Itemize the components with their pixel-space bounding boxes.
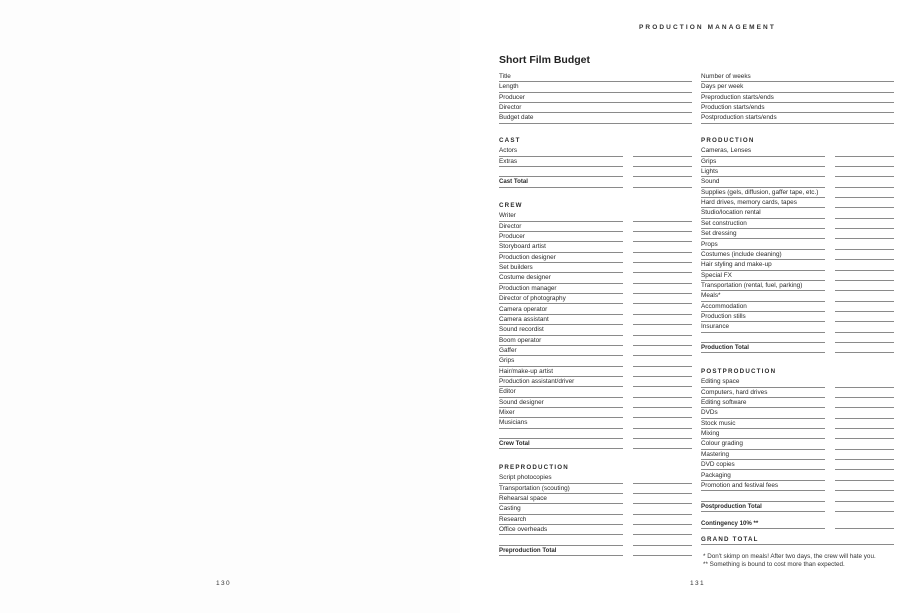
crew-item-label: Producer	[499, 233, 525, 241]
crew-item[interactable]	[499, 346, 692, 356]
crew-item-label: Camera operator	[499, 305, 548, 313]
production-item[interactable]	[701, 229, 894, 239]
info-field[interactable]	[499, 113, 692, 123]
page-title: Short Film Budget	[499, 54, 590, 66]
postproduction-item[interactable]	[701, 481, 894, 491]
postproduction-item-label: DVD copies	[701, 461, 735, 469]
production-item-label: Studio/location rental	[701, 209, 761, 217]
crew-item[interactable]	[499, 387, 692, 397]
cast-item-label: Extras	[499, 157, 518, 165]
postproduction-item-label: Editing software	[701, 399, 747, 407]
postproduction-item[interactable]	[701, 398, 894, 408]
crew-item[interactable]	[499, 305, 692, 315]
footnote-meals: * Don't skimp on meals! After two days, the crew will hate you.	[703, 553, 876, 560]
info-field[interactable]	[701, 72, 894, 82]
preproduction-total-amount-rule	[633, 555, 692, 556]
info-field[interactable]	[499, 103, 692, 113]
production-item-label: Costumes (include cleaning)	[701, 250, 782, 258]
crew-item[interactable]	[499, 408, 692, 418]
production-heading-label: PRODUCTION	[701, 137, 755, 144]
postproduction-item[interactable]	[701, 460, 894, 470]
crew-item[interactable]	[499, 211, 692, 221]
production-item-label: Special FX	[701, 271, 732, 279]
production-item-label: Hair styling and make-up	[701, 261, 772, 269]
preproduction-item[interactable]	[499, 515, 692, 525]
info-field-label: Production starts/ends	[701, 104, 765, 112]
cast-item[interactable]	[499, 146, 692, 156]
crew-heading	[499, 201, 692, 211]
production-item[interactable]	[701, 260, 894, 270]
cast-total-amount-rule	[633, 187, 692, 188]
crew-item-label: Set builders	[499, 264, 533, 272]
contingency-row-label-rule	[701, 528, 825, 529]
info-field-label: Director	[499, 104, 522, 112]
info-field[interactable]	[701, 93, 894, 103]
production-item[interactable]	[701, 188, 894, 198]
production-item[interactable]	[701, 291, 894, 301]
postproduction-item[interactable]	[701, 408, 894, 418]
postproduction-total-amount-rule	[835, 511, 894, 512]
info-field-rule	[499, 123, 692, 124]
cast-item[interactable]	[499, 157, 692, 167]
cast-total-label-rule	[499, 187, 623, 188]
preproduction-item-label: Rehearsal space	[499, 495, 547, 503]
crew-item-label: Production designer	[499, 253, 556, 261]
info-field[interactable]	[701, 82, 894, 92]
preproduction-total-label: Preproduction Total	[499, 546, 557, 554]
production-item[interactable]	[701, 208, 894, 218]
crew-blank[interactable]	[499, 429, 692, 439]
crew-item-label: Director	[499, 222, 522, 230]
crew-total[interactable]	[499, 439, 692, 449]
preproduction-blank[interactable]	[499, 535, 692, 545]
crew-item[interactable]	[499, 315, 692, 325]
postproduction-item-label: Computers, hard drives	[701, 388, 768, 396]
preproduction-item[interactable]	[499, 525, 692, 535]
crew-item-label: Camera assistant	[499, 315, 549, 323]
crew-item[interactable]	[499, 325, 692, 335]
postproduction-item[interactable]	[701, 419, 894, 429]
grand-total-row-label: GRAND TOTAL	[701, 536, 759, 543]
footnote-contingency: ** Something is bound to cost more than expected.	[703, 561, 845, 569]
contingency-row[interactable]	[701, 519, 894, 529]
preproduction-item[interactable]	[499, 504, 692, 514]
postproduction-item[interactable]	[701, 388, 894, 398]
production-item-label: Grips	[701, 157, 717, 165]
contingency-row-amount-rule	[835, 528, 894, 529]
running-head: PRODUCTION MANAGEMENT	[639, 24, 776, 31]
crew-item[interactable]	[499, 356, 692, 366]
postproduction-item[interactable]	[701, 471, 894, 481]
production-item[interactable]	[701, 146, 894, 156]
info-field-label: Postproduction starts/ends	[701, 114, 777, 122]
production-item-label: Lights	[701, 168, 719, 176]
crew-item-label: Costume designer	[499, 274, 551, 282]
crew-item[interactable]	[499, 418, 692, 428]
production-heading	[701, 136, 894, 146]
crew-item-label: Grips	[499, 357, 515, 365]
postproduction-item-label: Mastering	[701, 450, 730, 458]
production-item[interactable]	[701, 240, 894, 250]
crew-item[interactable]	[499, 242, 692, 252]
info-field-label: Title	[499, 73, 511, 80]
production-item[interactable]	[701, 177, 894, 187]
production-item[interactable]	[701, 312, 894, 322]
crew-item[interactable]	[499, 367, 692, 377]
production-item[interactable]	[701, 167, 894, 177]
production-blank[interactable]	[701, 333, 894, 343]
cast-item-label: Actors	[499, 147, 518, 155]
contingency-row-label: Contingency 10% **	[701, 519, 759, 527]
postproduction-item-label: Packaging	[701, 471, 731, 479]
footnotes	[703, 553, 876, 570]
info-field-label: Budget date	[499, 114, 534, 122]
production-item[interactable]	[701, 157, 894, 167]
postproduction-item-label: DVDs	[701, 409, 718, 417]
production-item-label: Transportation (rental, fuel, parking)	[701, 281, 803, 289]
postproduction-total-label-rule	[701, 511, 825, 512]
page-number-right: 131	[690, 580, 706, 587]
info-field-rule	[701, 123, 894, 124]
crew-item[interactable]	[499, 232, 692, 242]
crew-item-label: Storyboard artist	[499, 243, 546, 251]
production-item-label: Hard drives, memory cards, tapes	[701, 199, 797, 207]
crew-total-label: Crew Total	[499, 440, 530, 448]
preproduction-item[interactable]	[499, 494, 692, 504]
grand-total-row-rule	[701, 544, 894, 545]
info-field-label: Days per week	[701, 83, 744, 91]
crew-item[interactable]	[499, 377, 692, 387]
crew-item[interactable]	[499, 284, 692, 294]
info-field[interactable]	[499, 72, 692, 82]
crew-item[interactable]	[499, 273, 692, 283]
preproduction-item-label: Transportation (scouting)	[499, 484, 570, 492]
postproduction-item-label: Editing space	[701, 378, 740, 386]
production-item[interactable]	[701, 302, 894, 312]
production-item[interactable]	[701, 281, 894, 291]
production-item[interactable]	[701, 219, 894, 229]
production-total-label-rule	[701, 352, 825, 353]
crew-total-label-rule	[499, 448, 623, 449]
production-item-label: Props	[701, 240, 718, 248]
production-item-label: Set dressing	[701, 230, 737, 238]
crew-item-label: Mixer	[499, 409, 515, 416]
production-total-amount-rule	[835, 352, 894, 353]
postproduction-item-label: Mixing	[701, 430, 720, 438]
preproduction-total-label-rule	[499, 555, 623, 556]
crew-item[interactable]	[499, 222, 692, 232]
crew-item[interactable]	[499, 253, 692, 263]
crew-item[interactable]	[499, 294, 692, 304]
production-item[interactable]	[701, 271, 894, 281]
production-item-label: Meals*	[701, 292, 721, 300]
info-field[interactable]	[701, 103, 894, 113]
preproduction-item-label: Office overheads	[499, 526, 548, 534]
info-field-label: Number of weeks	[701, 73, 751, 80]
production-item-label: Set construction	[701, 219, 747, 227]
crew-item-label: Production manager	[499, 284, 557, 292]
preproduction-item-label: Casting	[499, 505, 521, 513]
crew-item[interactable]	[499, 398, 692, 408]
production-item-label: Cameras, Lenses	[701, 147, 752, 155]
crew-item-label: Sound designer	[499, 398, 544, 406]
cast-total[interactable]	[499, 177, 692, 187]
production-item-label: Supplies (gels, diffusion, gaffer tape, etc.)	[701, 188, 819, 196]
postproduction-item[interactable]	[701, 377, 894, 387]
crew-item-label: Editor	[499, 388, 516, 396]
postproduction-item-label: Promotion and festival fees	[701, 481, 779, 489]
info-field-label: Producer	[499, 93, 525, 101]
crew-item[interactable]	[499, 263, 692, 273]
info-field[interactable]	[499, 93, 692, 103]
production-item-label: Accommodation	[701, 302, 747, 310]
production-item-label: Production stills	[701, 312, 746, 320]
postproduction-total[interactable]	[701, 502, 894, 512]
preproduction-item-label: Script photocopies	[499, 474, 552, 482]
postproduction-blank[interactable]	[701, 491, 894, 501]
production-item[interactable]	[701, 322, 894, 332]
crew-item-label: Musicians	[499, 419, 528, 427]
crew-item-label: Production assistant/driver	[499, 377, 575, 385]
preproduction-heading	[499, 463, 692, 473]
crew-item-label: Director of photography	[499, 295, 566, 303]
crew-item[interactable]	[499, 336, 692, 346]
preproduction-item-label: Research	[499, 515, 527, 523]
page-number-left: 130	[216, 580, 232, 587]
preproduction-item[interactable]	[499, 473, 692, 483]
cast-blank[interactable]	[499, 167, 692, 177]
crew-item-label: Gaffer	[499, 346, 517, 354]
postproduction-item[interactable]	[701, 429, 894, 439]
crew-item-label: Hair/make-up artist	[499, 367, 553, 375]
production-item[interactable]	[701, 250, 894, 260]
production-total-label: Production Total	[701, 344, 749, 351]
cast-heading	[499, 136, 692, 146]
crew-item-label: Writer	[499, 212, 516, 220]
postproduction-item-label: Colour grading	[701, 440, 743, 448]
info-field[interactable]	[499, 82, 692, 92]
crew-item-label: Boom operator	[499, 336, 542, 344]
postproduction-total-label: Postproduction Total	[701, 502, 762, 510]
postproduction-item[interactable]	[701, 450, 894, 460]
info-field-label: Preproduction starts/ends	[701, 93, 774, 101]
cast-heading-label: CAST	[499, 137, 521, 144]
info-field-label: Length	[499, 83, 519, 91]
production-item-label: Sound	[701, 178, 720, 186]
production-total[interactable]	[701, 343, 894, 353]
cast-total-label: Cast Total	[499, 178, 529, 186]
production-item[interactable]	[701, 198, 894, 208]
grand-total-row	[701, 535, 894, 545]
preproduction-item[interactable]	[499, 484, 692, 494]
crew-item-label: Sound recordist	[499, 326, 544, 334]
preproduction-total[interactable]	[499, 546, 692, 556]
postproduction-heading-label: POSTPRODUCTION	[701, 368, 777, 375]
preproduction-heading-label: PREPRODUCTION	[499, 464, 569, 471]
postproduction-item-label: Stock music	[701, 419, 736, 427]
production-item-label: Insurance	[701, 323, 730, 331]
crew-total-amount-rule	[633, 448, 692, 449]
info-field[interactable]	[701, 113, 894, 123]
postproduction-item[interactable]	[701, 439, 894, 449]
crew-heading-label: CREW	[499, 202, 523, 209]
postproduction-heading	[701, 367, 894, 377]
